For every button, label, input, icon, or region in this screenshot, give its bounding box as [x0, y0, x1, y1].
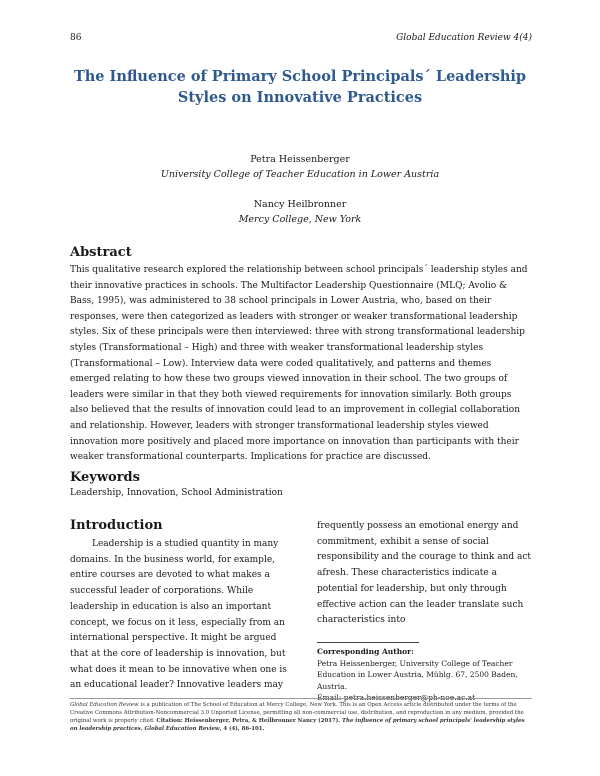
author-affiliation: Mercy College, New York: [238, 214, 362, 225]
footer-citation-title: The influence of primary school principals' leadership styles on leadership practices. Global Education Review: [70, 718, 525, 732]
author-block: [60, 197, 540, 227]
keywords-heading: Keywords: [70, 470, 140, 485]
footer-license: is a publication of The School of Education at Mercy College, New York. This is an Open Access article distributed under the terms of the Creative Commons Attribution-Noncommercial 3.0 Unported License, permitting all non-commercial use, distribution, and reproduction in any medium, provided the original work is properly cited.: [70, 702, 524, 724]
introduction-heading: Introduction: [70, 518, 163, 533]
paper-title: The Influence of Primary School Principals´ Leadership Styles on Innovative Practices: [73, 68, 527, 106]
footnote-divider: [317, 642, 419, 643]
page-footer: [70, 701, 532, 733]
introduction-right-column: frequently possess an emotional energy and commitment, exhibit a sense of social responsibility and the courage to think and act afresh. These characteristics indicate a potential for leadership, but only through effective action can the leader translate such characteristics into: [317, 521, 532, 626]
footer-citation-end: , 4 (4), 86-101.: [219, 726, 265, 732]
corresponding-author: [317, 646, 547, 704]
introduction-left-column: Leadership is a studied quantity in many domains. In the business world, for example, entire courses are devoted to what makes a successful leader of corporations. While leadership in education is also an important concept, we focus on it less, especially from an international perspective. It might be argued that at the core of leadership is innovation, but what does it mean to be innovative when one is an educational leader? Innovative leaders may: [70, 539, 287, 691]
author-affiliation: University College of Teacher Education in Lower Austria: [160, 169, 440, 180]
corresponding-author-email: Email: petra.heissenberger@ph-noe.ac.at: [317, 693, 476, 702]
corresponding-author-line: Petra Heissenberger, University College of Teacher: [317, 658, 513, 668]
corresponding-author-line: Education in Lower Austria, Mühlg. 67, 2500 Baden, Austria.: [317, 670, 518, 691]
abstract-heading: Abstract: [70, 245, 132, 260]
footer-journal: Global Education Review: [70, 702, 139, 708]
keywords-text: Leadership, Innovation, School Administration: [70, 488, 283, 498]
author-name: Nancy Heilbronner: [253, 199, 347, 210]
corresponding-author-label: Corresponding Author:: [317, 647, 414, 656]
abstract-text: This qualitative research explored the relationship between school principals´ leadership styles and their innovative practices in schools. The Multifactor Leadership Questionnaire (MLQ; Avolio & Bass, 1995), was administered to 38 school principals in Lower Austria, who, based on their responses, were then categorized as leaders with stronger or weaker transformational leadership styles. Six of these principals were then interviewed: three with strong transformational leadership styles (Transformational – High) and three with weaker transformational leadership styles (Transformational – Low). Interview data were coded qualitatively, and patterns and themes emerged relating to how these two groups viewed innovation in their school. The two groups of leaders were similar in that they both viewed requirements for innovation similarly. Both groups also believed that the results of innovation could lead to an improvement in collegial collaboration and relationship. However, leaders with stronger transformational leadership styles viewed innovation more positively and placed more importance on innovation than participants with their weaker transformational counterparts. Implications for practice are discussed.: [70, 265, 528, 463]
author-name: Petra Heissenberger: [250, 154, 350, 165]
footer-divider: [70, 698, 532, 699]
author-block: [60, 152, 540, 182]
page-number: 86: [70, 33, 82, 43]
journal-name: Global Education Review 4(4): [396, 33, 532, 43]
footer-citation-label: Citation: Heissenberger, Petra, & Heilbronner Nancy (2017).: [156, 718, 343, 724]
